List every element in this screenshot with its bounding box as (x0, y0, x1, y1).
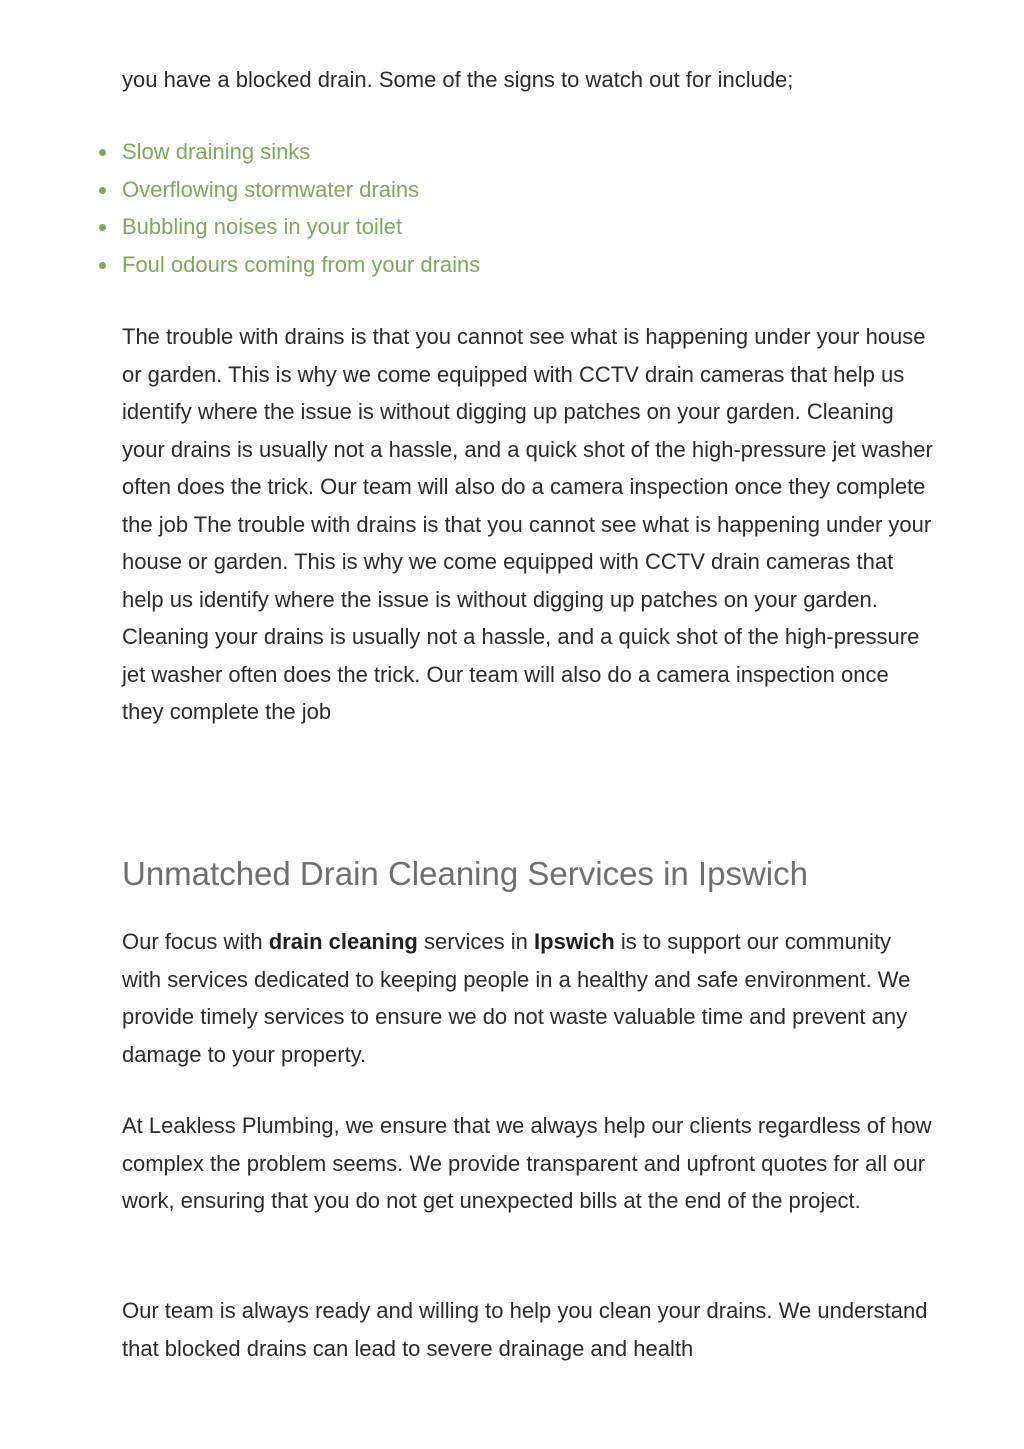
list-item-label: Bubbling noises in your toilet (122, 214, 403, 239)
list-item-label: Overflowing stormwater drains (122, 176, 420, 202)
list-item-label: Slow draining sinks (122, 139, 311, 164)
focus-text-2: services in (417, 929, 535, 954)
team-paragraph: Our team is always ready and willing to help you clean your drains. We understand that blocked drains can lead to severe drainage and health (122, 1298, 928, 1361)
signs-list (122, 133, 480, 283)
trouble-paragraph: The trouble with drains is that you cannot see what is happening under your house or garden. This is why we come equipped with CCTV drain cameras that help us identify where the issue is without digging up patches on your garden. Cleaning your drains is usually not a hassle, and a quick shot of the high-pressure jet washer often does the trick. Our team will also do a camera inspection once they complete the job The trouble with drains is that you cannot see what is happening under your house or garden. This is why we come equipped with CCTV drain cameras that help us identify where the issue is without digging up patches on your garden. Cleaning your drains is usually not a hassle, and a quick shot of the high-pressure jet washer often does the trick. Our team will also do a camera inspection once they complete the job (122, 324, 933, 724)
intro-text: you have a blocked drain. Some of the signs to watch out for include; (122, 67, 794, 92)
list-item (122, 246, 480, 284)
focus-text-3: is to support our community with services dedicated to keeping people in a healthy and safe environment. We provide timely services to ensure we do not waste valuable time and prevent any damage to your property. (122, 929, 911, 1067)
list-item (122, 208, 480, 246)
focus-bold-drain-cleaning: drain cleaning (268, 929, 418, 954)
section-heading: Unmatched Drain Cleaning Services in Ipswich (122, 855, 808, 892)
list-item-label: Foul odours coming from your drains (122, 251, 481, 277)
focus-paragraph (122, 923, 934, 1073)
bullet-icon (99, 224, 106, 231)
list-item (122, 171, 480, 209)
focus-bold-ipswich: Ipswich (534, 929, 615, 954)
bullet-icon (99, 262, 106, 269)
leakless-paragraph: At Leakless Plumbing, we ensure that we always help our clients regardless of how complex the problem seems. We provide transparent and upfront quotes for all our work, ensuring that you do not get unexpected bills at the end of the project. (122, 1113, 932, 1213)
focus-text-1: Our focus with (122, 929, 269, 954)
bullet-icon (99, 187, 106, 194)
bullet-icon (99, 149, 106, 156)
list-item (122, 133, 480, 171)
